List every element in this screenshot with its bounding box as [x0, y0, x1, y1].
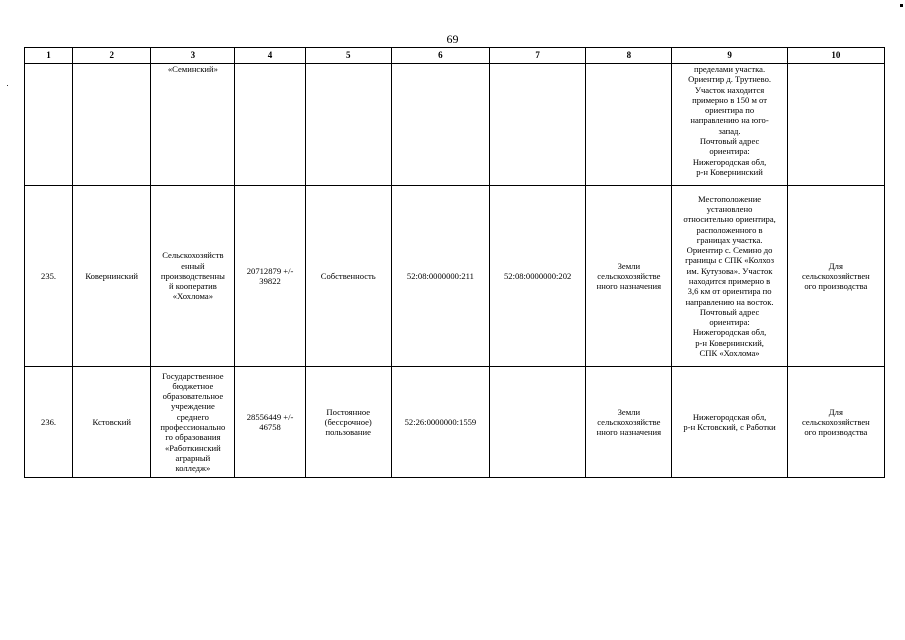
- cell-line: «Хохлома»: [172, 291, 213, 302]
- table-body: [25, 64, 885, 478]
- column-header-5: 5: [305, 48, 391, 64]
- cell-line: й кооператив: [168, 281, 217, 292]
- owner-cell: [151, 186, 235, 367]
- column-header-10: 10: [787, 48, 884, 64]
- scan-mark: [900, 4, 903, 7]
- cell-line: р-н Ковернинский: [696, 166, 763, 177]
- cell-line: относительно ориентира,: [683, 214, 776, 225]
- cell-line: 20712879 +/-: [246, 265, 294, 276]
- cell-line: Для: [828, 260, 843, 271]
- cell-line: границы с СПК «Колхоз: [685, 255, 774, 266]
- location-cell: [672, 64, 787, 186]
- cell-line: нного назначения: [596, 427, 662, 438]
- cell-line: учреждение: [170, 401, 215, 412]
- cell-line: ориентира:: [709, 146, 750, 157]
- cell-line: ориентира по: [705, 105, 755, 116]
- column-header-6: 6: [391, 48, 489, 64]
- land-category-cell: [586, 64, 672, 186]
- cell-line: производственны: [160, 270, 225, 281]
- owner-cell: [151, 64, 235, 186]
- cell-line: Ориентир с. Семино до: [686, 245, 773, 256]
- cell-line: Земли: [617, 406, 641, 417]
- cell-line: границах участка.: [696, 234, 763, 245]
- column-header-4: 4: [235, 48, 305, 64]
- cadastral-number-cell: 52:26:0000000:1559: [391, 367, 489, 478]
- area-cell: [235, 186, 305, 367]
- cell-line: 3,6 км от ориентира по: [687, 286, 772, 297]
- column-header-3: 3: [151, 48, 235, 64]
- column-header-2: 2: [73, 48, 151, 64]
- cell-line: сельскохозяйстве: [597, 270, 661, 281]
- cadastral-number-cell: 52:08:0000000:211: [391, 186, 489, 367]
- cell-line: направлению на юго-: [690, 115, 769, 126]
- cell-line: пользование: [325, 427, 371, 438]
- cadastral-number-cell: [391, 64, 489, 186]
- cell-line: р-н Кстовский, с Работки: [683, 422, 776, 432]
- cell-line: Нижегородская обл,: [692, 156, 767, 167]
- cell-line: Нижегородская обл,: [692, 411, 767, 422]
- area-cell: [235, 64, 305, 186]
- cell-line: Почтовый адрес: [699, 136, 760, 147]
- column-header-8: 8: [586, 48, 672, 64]
- cell-line: р-н Ковернинский,: [695, 337, 764, 348]
- district-cell: Кстовский: [73, 367, 151, 478]
- right-type-cell: [305, 64, 391, 186]
- land-category-cell: [586, 367, 672, 478]
- cell-line: 46758: [259, 422, 281, 432]
- cell-line: Участок находится: [694, 84, 765, 95]
- cell-line: аграрный: [175, 452, 211, 463]
- cell-line: «Работкинский: [164, 442, 221, 453]
- cell-line: находится примерно в: [688, 276, 771, 286]
- table-row: [25, 367, 885, 478]
- cell-line: запад.: [718, 125, 741, 136]
- cell-line: сельскохозяйствен: [801, 416, 870, 427]
- cell-line: 39822: [259, 276, 281, 286]
- right-type-cell: [305, 367, 391, 478]
- column-header-7: 7: [490, 48, 586, 64]
- district-cell: [73, 64, 151, 186]
- cell-line: ориентира:: [709, 317, 750, 328]
- cell-line: Для: [828, 406, 843, 417]
- cell-line: ого производства: [804, 427, 868, 438]
- column-header-9: 9: [672, 48, 787, 64]
- cell-line: профессионально: [160, 422, 226, 432]
- parent-cadastral-cell: 52:08:0000000:202: [490, 186, 586, 367]
- permitted-use-cell: [787, 186, 884, 367]
- cell-line: колледж»: [175, 463, 211, 474]
- cell-line: Сельскохозяйств: [162, 250, 224, 261]
- cell-line: Собственность: [320, 270, 376, 281]
- cell-line: им. Кутузова». Участок: [686, 265, 773, 276]
- column-header-1: 1: [25, 48, 73, 64]
- location-cell: [672, 186, 787, 367]
- cell-line: Ориентир д. Трутнево.: [688, 74, 772, 85]
- land-category-cell: [586, 186, 672, 367]
- cell-line: нного назначения: [596, 281, 662, 292]
- right-type-cell: [305, 186, 391, 367]
- table-row: [25, 64, 885, 186]
- cell-line: го образования: [165, 432, 221, 443]
- record-number: 236.: [25, 367, 73, 478]
- cell-line: ого производства: [804, 281, 868, 292]
- cell-line: сельскохозяйствен: [801, 270, 870, 281]
- cell-line: Нижегородская обл,: [692, 327, 767, 338]
- cell-line: Государственное: [162, 370, 224, 381]
- cell-line: пределами участка.: [694, 64, 766, 74]
- cell-line: «Семинский»: [167, 64, 218, 74]
- cell-line: Местоположение: [698, 193, 762, 204]
- cell-line: бюджетное: [172, 380, 214, 391]
- parent-cadastral-cell: [490, 367, 586, 478]
- owner-cell: [151, 367, 235, 478]
- cell-line: Земли: [617, 260, 641, 271]
- cell-line: (бессрочное): [324, 416, 372, 427]
- cell-line: среднего: [176, 411, 209, 422]
- cell-line: 28556449 +/-: [246, 411, 294, 422]
- page-number: 69: [446, 32, 459, 46]
- area-cell: [235, 367, 305, 478]
- cell-line: Постоянное: [326, 406, 371, 417]
- cell-line: Почтовый адрес: [699, 306, 760, 317]
- cell-line: установлено: [706, 203, 753, 214]
- cell-line: примерно в 150 м от: [692, 94, 767, 105]
- parent-cadastral-cell: [490, 64, 586, 186]
- cell-line: сельскохозяйстве: [597, 416, 661, 427]
- header-row: [25, 48, 885, 64]
- cell-line: образовательное: [162, 391, 224, 402]
- permitted-use-cell: [787, 367, 884, 478]
- cell-line: енный: [181, 260, 205, 271]
- table-row: [25, 186, 885, 367]
- land-registry-table: [24, 47, 885, 478]
- cell-line: расположенного в: [696, 224, 763, 235]
- scan-speck: [7, 85, 8, 86]
- location-cell: [672, 367, 787, 478]
- record-number: 235.: [25, 186, 73, 367]
- cell-line: СПК «Хохлома»: [699, 348, 760, 359]
- record-number: [25, 64, 73, 186]
- district-cell: Ковернинский: [73, 186, 151, 367]
- permitted-use-cell: [787, 64, 884, 186]
- cell-line: направлению на восток.: [685, 296, 774, 307]
